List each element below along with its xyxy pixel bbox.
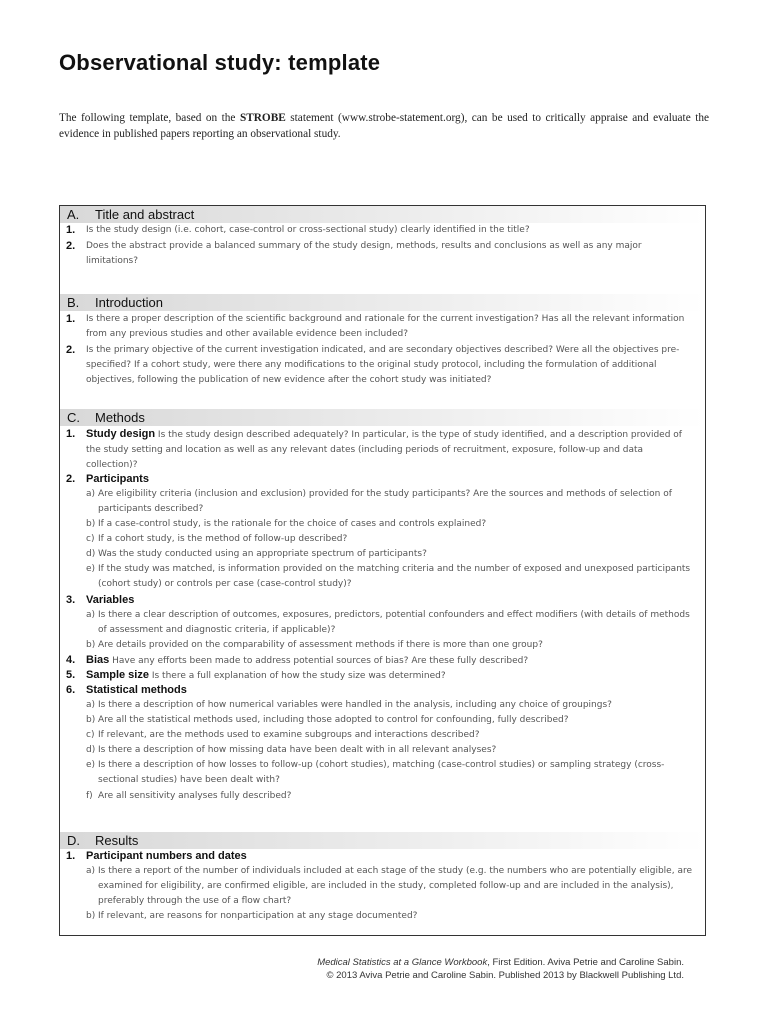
item-keyword: Study design <box>86 428 156 440</box>
section-letter: D. <box>67 833 80 848</box>
intro-text-1: The following template, based on the <box>59 112 240 124</box>
section-d-header <box>60 832 705 849</box>
item-text: Have any efforts been made to address potential sources of bias? Are these fully described? <box>109 656 529 666</box>
sub-text: Is there a report of the number of individuals included at each stage of the study (e.g. the numbers who are potentially eligible, are examined for eligibility, are confirmed eligible, are included in the study, completed follow-up and are included in the analysis), preferably through the use of a flow chart? <box>98 866 692 906</box>
intro-paragraph <box>59 110 709 142</box>
sub-text: Are all sensitivity analyses fully described? <box>98 791 292 801</box>
section-title: Methods <box>95 410 145 425</box>
sub-letter: f) <box>86 791 93 801</box>
sub-text: If relevant, are reasons for nonparticipation at any stage documented? <box>98 911 418 921</box>
participant-numbers-b <box>86 909 698 924</box>
sub-text: Is there a description of how numerical variables were handled in the analysis, including any choice of groupings? <box>98 700 612 710</box>
item-text: Is the study design described adequately? In particular, is the type of study identified, and a description provided of the study setting and location as well as any relevant dates (including periods of recruitment, exposure, follow-up and data collection)? <box>86 430 682 470</box>
item-number: 6. <box>66 684 76 696</box>
variables-b <box>86 638 698 653</box>
methods-bias <box>66 653 696 669</box>
sub-letter: a) <box>86 700 96 710</box>
item-keyword: Statistical methods <box>86 684 187 696</box>
sub-text: Are eligibility criteria (inclusion and exclusion) provided for the study participants? Are the sources and methods of selection of participants described? <box>98 489 672 514</box>
copyright-footer <box>317 956 684 982</box>
edition-authors: , First Edition. Aviva Petrie and Caroline Sabin. <box>487 957 684 968</box>
statistical-e <box>86 758 698 788</box>
item-number: 1. <box>66 313 76 325</box>
section-title: Title and abstract <box>95 207 195 222</box>
participants-b <box>86 517 698 532</box>
sub-letter: a) <box>86 866 96 876</box>
sub-letter: a) <box>86 489 96 499</box>
participants-e <box>86 562 698 592</box>
methods-variables <box>66 593 696 609</box>
item-text: Is there a proper description of the scientific background and rationale for the current investigation? Has all the relevant information from any previous studies and other available evidence been included? <box>86 314 685 339</box>
strobe-term: STROBE <box>239 112 286 124</box>
item-number: 3. <box>66 594 76 606</box>
intro-text-2: statement (www.strobe-statement.org), can be used to critically appraise and evaluate the evidence in published papers reporting an observational study. <box>59 112 709 140</box>
sub-letter: b) <box>86 715 96 725</box>
participants-c <box>86 532 698 547</box>
item-text: Does the abstract provide a balanced summary of the study design, methods, results and conclusions as well as any major limitations? <box>86 241 642 266</box>
item-number: 2. <box>66 344 76 356</box>
section-b-item-2 <box>66 343 696 388</box>
item-number: 1. <box>66 428 76 440</box>
participants-d <box>86 547 698 562</box>
participants-a <box>86 487 698 517</box>
methods-sample-size <box>66 668 696 684</box>
sub-letter: b) <box>86 640 96 650</box>
results-participant-numbers <box>66 849 696 865</box>
sub-letter: e) <box>86 760 96 770</box>
methods-participants <box>66 472 696 488</box>
variables-a <box>86 608 698 638</box>
item-keyword: Participants <box>86 473 149 485</box>
sub-letter: b) <box>86 911 96 921</box>
statistical-d <box>86 743 698 758</box>
statistical-a <box>86 698 698 713</box>
item-keyword: Bias <box>86 654 110 666</box>
item-number: 4. <box>66 654 76 666</box>
sub-letter: d) <box>86 549 96 559</box>
template-box <box>59 205 706 936</box>
participant-numbers-a <box>86 864 698 909</box>
section-a-header <box>60 206 705 223</box>
section-a-item-2 <box>66 239 696 269</box>
copyright-line: © 2013 Aviva Petrie and Caroline Sabin. Published 2013 by Blackwell Publishing Ltd. <box>326 970 684 981</box>
item-number: 2. <box>66 473 76 485</box>
sub-text: Is there a clear description of outcomes, exposures, predictors, potential confounders and effect modifiers (with details of methods of assessment and diagnostic criteria, if applicable)? <box>98 610 690 635</box>
sub-letter: a) <box>86 610 96 620</box>
sub-letter: c) <box>86 534 95 544</box>
section-letter: A. <box>67 207 80 222</box>
item-keyword: Variables <box>86 594 135 606</box>
page-title: Observational study: template <box>59 50 381 75</box>
sub-letter: d) <box>86 745 96 755</box>
section-b-header <box>60 294 705 311</box>
sub-letter: b) <box>86 519 96 529</box>
sub-text: If a cohort study, is the method of follow-up described? <box>98 534 348 544</box>
item-keyword: Sample size <box>86 669 149 681</box>
sub-text: If the study was matched, is information provided on the matching criteria and the number of exposed and unexposed participants (cohort study) or controls per case (case-control study)? <box>98 564 691 589</box>
section-title: Introduction <box>95 295 163 310</box>
item-text: Is the study design (i.e. cohort, case-control or cross-sectional study) clearly identified in the title? <box>86 225 530 235</box>
statistical-f <box>86 789 698 804</box>
item-number: 1. <box>66 224 76 236</box>
statistical-c <box>86 728 698 743</box>
section-title: Results <box>95 833 139 848</box>
item-number: 2. <box>66 240 76 252</box>
section-letter: C. <box>67 410 80 425</box>
sub-text: If relevant, are the methods used to examine subgroups and interactions described? <box>98 730 480 740</box>
item-text: Is there a full explanation of how the study size was determined? <box>148 671 446 681</box>
sub-letter: e) <box>86 564 96 574</box>
statistical-b <box>86 713 698 728</box>
sub-letter: c) <box>86 730 95 740</box>
section-letter: B. <box>67 295 80 310</box>
sub-text: Is there a description of how missing data have been dealt with in all relevant analyses? <box>98 745 497 755</box>
section-b-item-1 <box>66 312 696 342</box>
item-text: Is the primary objective of the current investigation indicated, and are secondary objectives described? Were all the objectives pre-specified? If a cohort study, were there any modifications to the original study protocol, including the formulation of additional objectives, following the publication of new evidence after the cohort study was initiated? <box>86 345 680 385</box>
item-number: 1. <box>66 850 76 862</box>
methods-statistical <box>66 683 696 699</box>
sub-text: Was the study conducted using an appropriate spectrum of participants? <box>98 549 427 559</box>
section-a-item-1 <box>66 223 696 238</box>
section-c-header <box>60 409 705 426</box>
item-number: 5. <box>66 669 76 681</box>
sub-text: Are details provided on the comparability of assessment methods if there is more than one group? <box>98 640 543 650</box>
sub-text: Is there a description of how losses to follow-up (cohort studies), matching (case-control studies) or sampling strategy (cross-sectional studies) have been dealt with? <box>98 760 665 785</box>
sub-text: Are all the statistical methods used, including those adopted to control for confounding, fully described? <box>98 715 569 725</box>
methods-study-design <box>66 427 696 473</box>
book-title: Medical Statistics at a Glance Workbook <box>317 957 488 968</box>
item-keyword: Participant numbers and dates <box>86 850 247 862</box>
sub-text: If a case-control study, is the rationale for the choice of cases and controls explained? <box>98 519 487 529</box>
